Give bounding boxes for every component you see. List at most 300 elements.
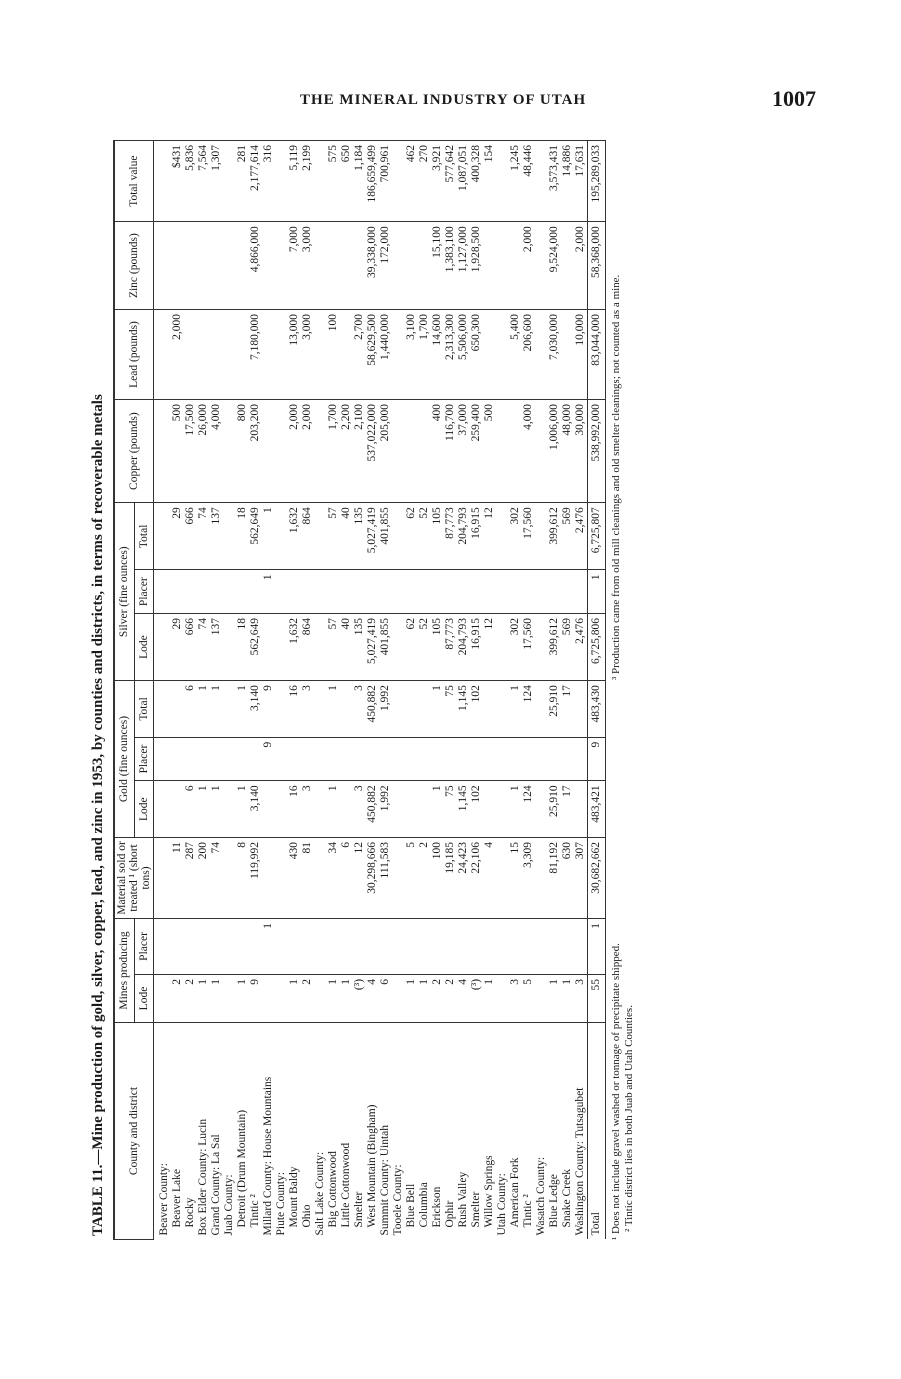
value-cell: 1 — [509, 781, 522, 838]
value-cell: 119,992 — [249, 837, 262, 918]
value-cell: 1 — [197, 781, 210, 838]
district-cell: Smelter — [470, 1023, 483, 1240]
value-cell: 30,682,662 — [588, 837, 606, 918]
value-cell: 6,725,807 — [588, 503, 606, 570]
district-cell: Snake Creek — [561, 1023, 574, 1240]
value-cell: 562,649 — [249, 503, 262, 570]
value-cell: 81 — [301, 837, 314, 918]
value-cell — [154, 570, 172, 614]
value-cell — [236, 737, 249, 781]
value-cell — [405, 918, 418, 974]
table-row — [184, 141, 197, 1240]
value-cell: 19,185 — [444, 837, 457, 918]
value-cell: 2,000 — [522, 222, 535, 310]
value-cell: 400,328 — [470, 141, 483, 222]
col-silver: Silver (fine ounces) — [114, 503, 134, 681]
value-cell: 2,313,300 — [444, 309, 457, 399]
value-cell — [535, 837, 548, 918]
value-cell: 7,564 — [197, 141, 210, 222]
value-cell — [154, 918, 172, 974]
table-row — [574, 141, 588, 1240]
value-cell: 2,000 — [171, 309, 184, 399]
value-cell: 52 — [418, 614, 431, 681]
value-cell: 2,200 — [340, 399, 353, 502]
value-cell: 135 — [353, 614, 366, 681]
value-cell — [210, 737, 223, 781]
value-cell — [392, 503, 405, 570]
col-gold: Gold (fine ounces) — [114, 681, 134, 838]
value-cell: 287 — [184, 837, 197, 918]
value-cell: 87,773 — [444, 614, 457, 681]
value-cell: 3 — [509, 974, 522, 1022]
value-cell — [340, 737, 353, 781]
table-row — [561, 141, 574, 1240]
value-cell: 62 — [405, 614, 418, 681]
value-cell — [496, 918, 509, 974]
col-gold-placer: Placer — [134, 737, 154, 781]
col-value: Total value — [114, 141, 154, 222]
value-cell — [262, 781, 275, 838]
value-cell: 1 — [262, 570, 275, 614]
value-cell — [574, 570, 588, 614]
table-row — [457, 141, 470, 1240]
col-silver-lode: Lode — [134, 614, 154, 681]
value-cell — [535, 309, 548, 399]
value-cell — [509, 222, 522, 310]
value-cell — [262, 974, 275, 1022]
table-row — [392, 141, 405, 1240]
value-cell — [340, 681, 353, 738]
value-cell — [340, 918, 353, 974]
value-cell — [574, 781, 588, 838]
value-cell: 2 — [171, 974, 184, 1022]
value-cell — [171, 918, 184, 974]
value-cell: 3,921 — [431, 141, 444, 222]
value-cell — [210, 309, 223, 399]
district-cell: Smelter — [353, 1023, 366, 1240]
value-cell: 462 — [405, 141, 418, 222]
table-row — [496, 141, 509, 1240]
value-cell: 1,006,000 — [548, 399, 561, 502]
total-row — [588, 141, 606, 1240]
value-cell: 1 — [509, 681, 522, 738]
district-cell: Washington County: Tutsagubet — [574, 1023, 588, 1240]
value-cell: 562,649 — [249, 614, 262, 681]
value-cell — [171, 781, 184, 838]
value-cell — [392, 141, 405, 222]
value-cell — [340, 309, 353, 399]
value-cell — [340, 570, 353, 614]
value-cell — [574, 737, 588, 781]
value-cell: 4 — [366, 974, 379, 1022]
value-cell — [418, 918, 431, 974]
value-cell — [535, 781, 548, 838]
value-cell — [366, 918, 379, 974]
value-cell — [275, 918, 288, 974]
value-cell: 111,583 — [379, 837, 392, 918]
value-cell: 1 — [210, 681, 223, 738]
value-cell: 17 — [561, 781, 574, 838]
value-cell: 9 — [249, 974, 262, 1022]
value-cell: 1 — [327, 681, 340, 738]
value-cell: 137 — [210, 614, 223, 681]
value-cell: 1,087,051 — [457, 141, 470, 222]
value-cell: 8 — [236, 837, 249, 918]
value-cell — [154, 974, 172, 1022]
table-row — [470, 141, 483, 1240]
value-cell: 9 — [262, 681, 275, 738]
value-cell: 2,000 — [574, 222, 588, 310]
value-cell: 37,000 — [457, 399, 470, 502]
value-cell: 430 — [288, 837, 301, 918]
value-cell — [262, 837, 275, 918]
value-cell: 116,700 — [444, 399, 457, 502]
value-cell: 1 — [418, 974, 431, 1022]
value-cell — [314, 399, 327, 502]
value-cell: 1,700 — [418, 309, 431, 399]
value-cell: 1 — [236, 974, 249, 1022]
value-cell — [288, 570, 301, 614]
value-cell — [340, 222, 353, 310]
value-cell — [509, 399, 522, 502]
table-row — [340, 141, 353, 1240]
value-cell — [275, 681, 288, 738]
value-cell — [275, 399, 288, 502]
value-cell — [236, 918, 249, 974]
value-cell — [405, 737, 418, 781]
value-cell: 1 — [588, 570, 606, 614]
value-cell — [353, 570, 366, 614]
value-cell: 1 — [236, 781, 249, 838]
value-cell: 1,184 — [353, 141, 366, 222]
value-cell: 14,886 — [561, 141, 574, 222]
district-cell: Piute County: — [275, 1023, 288, 1240]
value-cell: 3,140 — [249, 781, 262, 838]
district-cell: Juab County: — [223, 1023, 236, 1240]
district-cell: Little Cottonwood — [340, 1023, 353, 1240]
value-cell — [574, 918, 588, 974]
table-row — [405, 141, 418, 1240]
col-material: Material sold or treated ¹ (short tons) — [114, 837, 154, 918]
value-cell: 1 — [405, 974, 418, 1022]
value-cell — [444, 570, 457, 614]
value-cell: 12 — [353, 837, 366, 918]
value-cell: 10,000 — [574, 309, 588, 399]
value-cell — [483, 570, 496, 614]
table-row — [154, 141, 172, 1240]
value-cell — [171, 681, 184, 738]
value-cell: 81,192 — [548, 837, 561, 918]
value-cell: 1 — [210, 974, 223, 1022]
value-cell — [184, 222, 197, 310]
value-cell — [483, 781, 496, 838]
value-cell — [210, 570, 223, 614]
value-cell: 102 — [470, 781, 483, 838]
value-cell — [392, 781, 405, 838]
value-cell — [275, 837, 288, 918]
value-cell: 2 — [444, 974, 457, 1022]
value-cell: 204,793 — [457, 503, 470, 570]
value-cell — [574, 681, 588, 738]
value-cell — [314, 614, 327, 681]
value-cell: 206,600 — [522, 309, 535, 399]
value-cell — [405, 222, 418, 310]
value-cell — [223, 974, 236, 1022]
district-cell: Tintic ² — [522, 1023, 535, 1240]
value-cell — [327, 570, 340, 614]
table-row — [366, 141, 379, 1240]
value-cell: 3 — [301, 681, 314, 738]
value-cell: 83,044,000 — [588, 309, 606, 399]
value-cell: 13,000 — [288, 309, 301, 399]
value-cell — [353, 222, 366, 310]
value-cell — [288, 737, 301, 781]
table-row — [236, 141, 249, 1240]
value-cell — [154, 222, 172, 310]
district-cell: Wasatch County: — [535, 1023, 548, 1240]
district-cell: Grand County: La Sal — [210, 1023, 223, 1240]
table-body — [154, 141, 606, 1240]
value-cell: 6,725,806 — [588, 614, 606, 681]
value-cell: 39,338,000 — [366, 222, 379, 310]
value-cell: 800 — [236, 399, 249, 502]
value-cell — [535, 918, 548, 974]
value-cell — [535, 974, 548, 1022]
value-cell: 316 — [262, 141, 275, 222]
value-cell — [405, 570, 418, 614]
value-cell — [548, 737, 561, 781]
value-cell — [444, 918, 457, 974]
value-cell — [275, 781, 288, 838]
value-cell: 5 — [522, 974, 535, 1022]
value-cell: 2,700 — [353, 309, 366, 399]
value-cell — [535, 399, 548, 502]
value-cell — [223, 503, 236, 570]
value-cell: 105 — [431, 503, 444, 570]
value-cell: 401,855 — [379, 614, 392, 681]
value-cell: 17,560 — [522, 503, 535, 570]
value-cell — [327, 918, 340, 974]
value-cell — [535, 503, 548, 570]
district-cell: Mount Baldy — [288, 1023, 301, 1240]
value-cell — [483, 222, 496, 310]
value-cell: 9 — [262, 737, 275, 781]
value-cell: 537,022,000 — [366, 399, 379, 502]
value-cell: 2,476 — [574, 614, 588, 681]
value-cell: 105 — [431, 614, 444, 681]
value-cell: 195,289,033 — [588, 141, 606, 222]
table-row — [418, 141, 431, 1240]
value-cell — [223, 570, 236, 614]
value-cell — [405, 681, 418, 738]
table-caption: TABLE 11.—Mine production of gold, silver, copper, lead, and zinc in 1953, by counties and districts, in terms of recoverable metals — [90, 394, 106, 1236]
value-cell: 4,000 — [522, 399, 535, 502]
value-cell: 5 — [405, 837, 418, 918]
value-cell: 483,421 — [588, 781, 606, 838]
value-cell: 12 — [483, 614, 496, 681]
value-cell: 124 — [522, 781, 535, 838]
value-cell — [223, 781, 236, 838]
value-cell: 40 — [340, 503, 353, 570]
value-cell — [418, 399, 431, 502]
value-cell: 538,992,000 — [588, 399, 606, 502]
col-mines: Mines producing — [114, 918, 134, 1022]
value-cell — [418, 570, 431, 614]
col-mines-placer: Placer — [134, 918, 154, 974]
value-cell — [418, 737, 431, 781]
value-cell — [561, 309, 574, 399]
value-cell: 135 — [353, 503, 366, 570]
page-number: 1007 — [772, 86, 816, 111]
col-gold-total: Total — [134, 681, 154, 738]
value-cell — [275, 737, 288, 781]
value-cell: 17 — [561, 681, 574, 738]
col-copper: Copper (pounds) — [114, 399, 154, 502]
value-cell: 1 — [236, 681, 249, 738]
value-cell — [210, 918, 223, 974]
value-cell — [509, 918, 522, 974]
district-cell: West Mountain (Bingham) — [366, 1023, 379, 1240]
value-cell: 3 — [301, 781, 314, 838]
col-silver-total: Total — [134, 503, 154, 570]
table-row — [288, 141, 301, 1240]
value-cell — [262, 222, 275, 310]
value-cell — [249, 737, 262, 781]
running-header-title: THE MINERAL INDUSTRY OF UTAH — [300, 92, 587, 108]
table-row — [301, 141, 314, 1240]
value-cell — [154, 781, 172, 838]
value-cell — [561, 737, 574, 781]
value-cell — [366, 737, 379, 781]
production-table — [113, 140, 606, 1240]
value-cell — [496, 503, 509, 570]
footnote-2: ² Tintic district lies in both Juab and Utah Counties. — [623, 1005, 635, 1232]
table-row — [379, 141, 392, 1240]
value-cell: 1 — [210, 781, 223, 838]
value-cell: 1 — [588, 918, 606, 974]
table-row — [431, 141, 444, 1240]
value-cell: 2,000 — [288, 399, 301, 502]
value-cell: 24,423 — [457, 837, 470, 918]
value-cell: 3 — [353, 781, 366, 838]
value-cell: 75 — [444, 681, 457, 738]
value-cell: 11 — [171, 837, 184, 918]
value-cell — [444, 737, 457, 781]
value-cell — [154, 503, 172, 570]
value-cell: 57 — [327, 614, 340, 681]
value-cell: 1 — [262, 918, 275, 974]
value-cell: (³) — [353, 974, 366, 1022]
value-cell — [353, 918, 366, 974]
value-cell — [483, 737, 496, 781]
district-cell: Ophir — [444, 1023, 457, 1240]
value-cell — [496, 974, 509, 1022]
value-cell: 281 — [236, 141, 249, 222]
value-cell — [223, 837, 236, 918]
col-county: County and district — [114, 1023, 154, 1240]
value-cell: 58,629,500 — [366, 309, 379, 399]
value-cell: 29 — [171, 614, 184, 681]
value-cell: 30,000 — [574, 399, 588, 502]
value-cell: 7,000 — [288, 222, 301, 310]
value-cell: 3,573,431 — [548, 141, 561, 222]
value-cell: 1,632 — [288, 614, 301, 681]
value-cell — [197, 309, 210, 399]
value-cell — [154, 837, 172, 918]
value-cell — [223, 399, 236, 502]
value-cell — [561, 918, 574, 974]
value-cell: 6 — [379, 974, 392, 1022]
value-cell — [483, 681, 496, 738]
value-cell — [340, 781, 353, 838]
value-cell: 3,100 — [405, 309, 418, 399]
value-cell — [154, 737, 172, 781]
value-cell: 4 — [483, 837, 496, 918]
district-cell: Big Cottonwood — [327, 1023, 340, 1240]
value-cell: 2,000 — [301, 399, 314, 502]
value-cell — [431, 918, 444, 974]
value-cell: 6 — [184, 681, 197, 738]
value-cell — [418, 681, 431, 738]
value-cell: 40 — [340, 614, 353, 681]
value-cell: 399,612 — [548, 503, 561, 570]
value-cell — [496, 614, 509, 681]
value-cell — [366, 570, 379, 614]
value-cell — [353, 737, 366, 781]
footnote-3: ³ Production came from old mill cleanings and old smelter cleanings; not counted as a mine. — [610, 274, 622, 680]
value-cell — [171, 570, 184, 614]
value-cell: 864 — [301, 614, 314, 681]
value-cell — [535, 681, 548, 738]
value-cell — [262, 309, 275, 399]
value-cell: 7,030,000 — [548, 309, 561, 399]
value-cell: 3 — [353, 681, 366, 738]
value-cell: 2 — [418, 837, 431, 918]
value-cell: 5,506,000 — [457, 309, 470, 399]
value-cell: 30,298,666 — [366, 837, 379, 918]
value-cell: 15,100 — [431, 222, 444, 310]
value-cell — [392, 974, 405, 1022]
value-cell — [314, 781, 327, 838]
value-cell — [535, 737, 548, 781]
value-cell — [535, 222, 548, 310]
value-cell — [457, 918, 470, 974]
table-row — [262, 141, 275, 1240]
value-cell: 500 — [171, 399, 184, 502]
value-cell: 1,928,500 — [470, 222, 483, 310]
table-row — [522, 141, 535, 1240]
value-cell — [275, 503, 288, 570]
value-cell — [561, 570, 574, 614]
value-cell — [392, 614, 405, 681]
value-cell: 1,440,000 — [379, 309, 392, 399]
district-cell: Erickson — [431, 1023, 444, 1240]
value-cell: 1,307 — [210, 141, 223, 222]
value-cell: 1 — [431, 781, 444, 838]
district-cell: Columbia — [418, 1023, 431, 1240]
value-cell — [418, 222, 431, 310]
value-cell — [223, 614, 236, 681]
value-cell — [535, 141, 548, 222]
value-cell: 1,245 — [509, 141, 522, 222]
value-cell — [392, 918, 405, 974]
value-cell — [457, 737, 470, 781]
value-cell: 102 — [470, 681, 483, 738]
value-cell: 26,000 — [197, 399, 210, 502]
value-cell: 1 — [262, 503, 275, 570]
district-cell: Utah County: — [496, 1023, 509, 1240]
value-cell — [236, 309, 249, 399]
